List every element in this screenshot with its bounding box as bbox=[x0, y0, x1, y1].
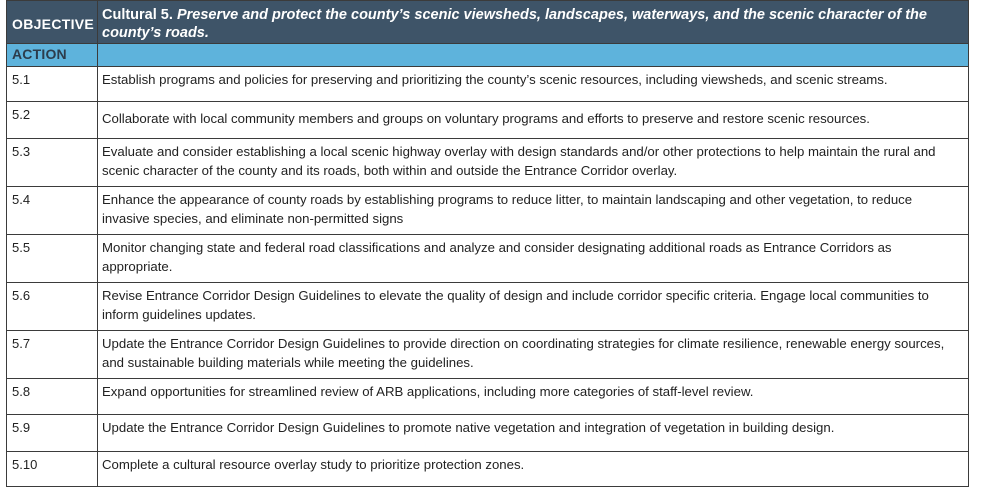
action-row bbox=[7, 67, 969, 102]
action-text: Complete a cultural resource overlay study to prioritize protection zones. bbox=[102, 457, 525, 472]
objective-label: OBJECTIVE bbox=[12, 16, 95, 32]
action-header-cell bbox=[7, 44, 98, 67]
action-number: 5.10 bbox=[12, 457, 38, 472]
action-number: 5.2 bbox=[12, 107, 31, 122]
action-row bbox=[7, 102, 969, 139]
objective-label-cell bbox=[7, 1, 98, 44]
action-row bbox=[7, 187, 969, 235]
objective-text bbox=[98, 1, 968, 42]
action-text: Expand opportunities for streamlined review of ARB applications, including more categories of staff-level review. bbox=[102, 384, 754, 399]
action-header-blank-cell bbox=[98, 44, 969, 67]
action-number: 5.1 bbox=[12, 72, 31, 87]
objective-lead: Cultural 5. bbox=[102, 7, 173, 23]
objective-text-cell bbox=[98, 1, 969, 44]
action-header-label: ACTION bbox=[12, 46, 67, 62]
action-number: 5.3 bbox=[12, 144, 31, 159]
action-row bbox=[7, 139, 969, 187]
action-row bbox=[7, 235, 969, 283]
action-row bbox=[7, 379, 969, 415]
action-text: Update the Entrance Corridor Design Guidelines to promote native vegetation and integration of vegetation in building design. bbox=[102, 420, 835, 435]
action-number: 5.8 bbox=[12, 384, 31, 399]
action-row bbox=[7, 415, 969, 452]
action-text: Evaluate and consider establishing a local scenic highway overlay with design standards and/or other protections to help maintain the rural and scenic character of the county and its roads, both within and outside the Entrance Corridor overlay. bbox=[102, 144, 936, 178]
action-row bbox=[7, 452, 969, 487]
action-text: Collaborate with local community members and groups on voluntary programs and efforts to preserve and restore scenic resources. bbox=[102, 111, 870, 126]
action-number: 5.9 bbox=[12, 420, 31, 435]
objective-table-container bbox=[6, 0, 968, 487]
action-text: Monitor changing state and federal road classifications and analyze and consider designating additional roads as Entrance Corridors as appropriate. bbox=[102, 240, 892, 274]
action-row bbox=[7, 283, 969, 331]
action-number: 5.6 bbox=[12, 288, 31, 303]
action-header-row bbox=[7, 44, 969, 67]
action-number: 5.5 bbox=[12, 240, 31, 255]
objective-statement: Preserve and protect the county’s scenic viewsheds, landscapes, waterways, and the scenic character of the county’s roads. bbox=[102, 7, 927, 41]
action-text: Establish programs and policies for preserving and prioritizing the county’s scenic resources, including viewsheds, and scenic streams. bbox=[102, 72, 888, 87]
objective-action-table bbox=[6, 0, 969, 487]
action-row bbox=[7, 331, 969, 379]
action-number: 5.7 bbox=[12, 336, 31, 351]
action-text: Revise Entrance Corridor Design Guidelines to elevate the quality of design and include corridor specific criteria. Engage local communities to inform guidelines updates. bbox=[102, 288, 929, 322]
action-text: Update the Entrance Corridor Design Guidelines to provide direction on coordinating strategies for climate resilience, renewable energy sources, and sustainable building materials while meeting the guidelines. bbox=[102, 336, 945, 370]
action-number: 5.4 bbox=[12, 192, 31, 207]
action-text: Enhance the appearance of county roads by establishing programs to reduce litter, to maintain landscaping and other vegetation, to reduce invasive species, and eliminate non-permitted signs bbox=[102, 192, 913, 226]
objective-row bbox=[7, 1, 969, 44]
